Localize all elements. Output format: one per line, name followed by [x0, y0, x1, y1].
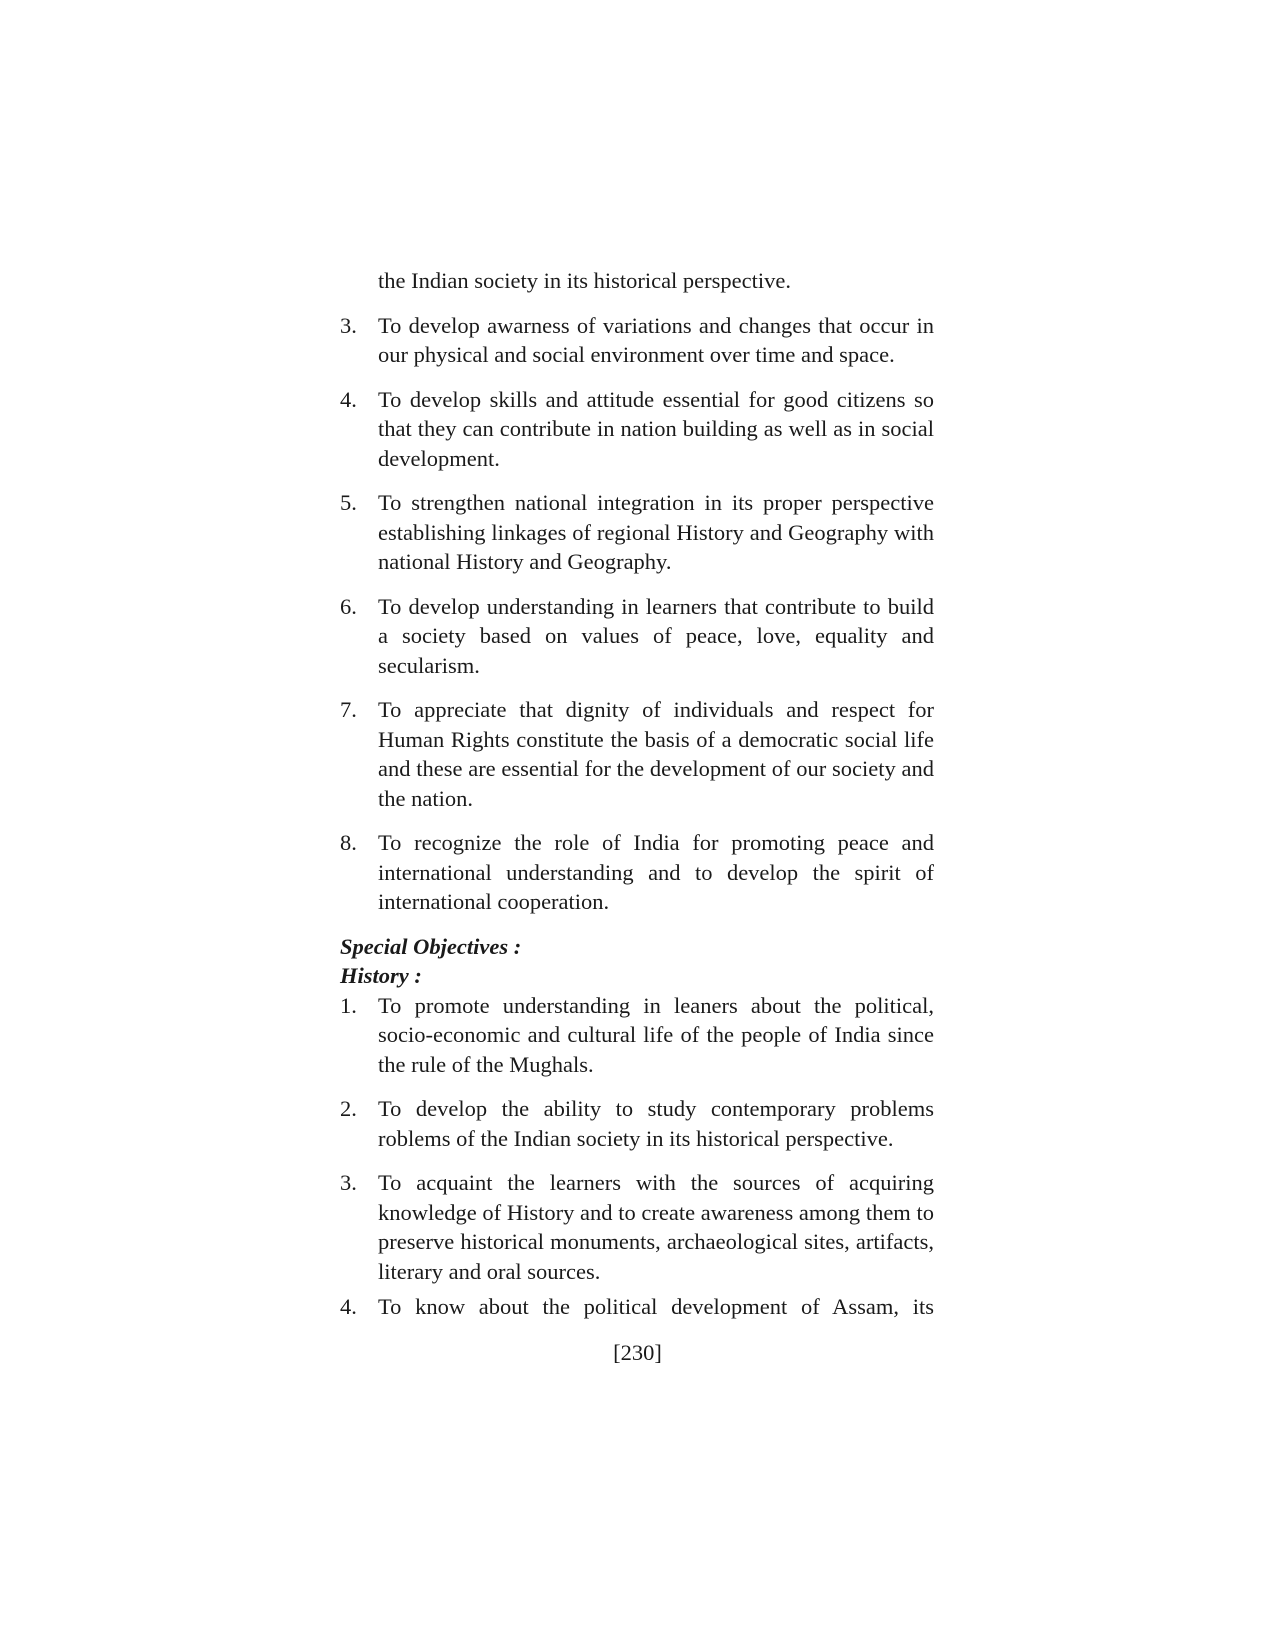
page-number: [230] [613, 1340, 662, 1365]
document-body [340, 266, 934, 1322]
history-heading: History : [340, 963, 422, 988]
item-text: To appreciate that dignity of individuals and respect for Human Rights constitute the basis of a democratic social life and these are essential for the development of our society and the nation. [378, 697, 934, 811]
history-objective-item [340, 1292, 934, 1322]
item-text: To strengthen national integration in its proper perspective establishing linkages of regional History and Geography with national History and Geography. [378, 490, 934, 574]
item-number: 3. [340, 1170, 357, 1195]
item-text: To know about the political development of Assam, its [378, 1294, 934, 1319]
item-text: To promote understanding in leaners about the political, socio-economic and cultural life of the people of India since the rule of the Mughals. [378, 992, 934, 1077]
continuation-text: the Indian society in its historical perspective. [378, 268, 792, 293]
objective-item [340, 695, 934, 813]
item-number: 3. [340, 312, 357, 338]
item-text: To recognize the role of India for promoting peace and international understanding and to develop the spirit of international cooperation. [378, 830, 934, 914]
item-number: 8. [340, 830, 357, 855]
history-objective-item [340, 1094, 934, 1153]
objective-item [340, 311, 934, 370]
item-number: 6. [340, 593, 357, 619]
item-number: 5. [340, 490, 357, 515]
special-objectives-heading: Special Objectives : [340, 933, 522, 959]
history-objective-item [340, 1168, 934, 1286]
item-text: To develop awarness of variations and changes that occur in our physical and social environment over time and space. [378, 312, 934, 367]
item-number: 4. [340, 386, 357, 412]
item-number: 4. [340, 1294, 357, 1319]
objective-item [340, 385, 934, 474]
item-text: To develop understanding in learners that contribute to build a society based on values of peace, love, equality and secularism. [378, 593, 934, 678]
item-number: 2. [340, 1096, 357, 1121]
objective-item [340, 488, 934, 577]
objective-item [340, 828, 934, 917]
item-number: 7. [340, 697, 357, 722]
item-text: To develop the ability to study contemporary problems roblems of the Indian society in its historical perspective. [378, 1096, 934, 1151]
objective-item [340, 592, 934, 681]
item-text: To develop skills and attitude essential for good citizens so that they can contribute in nation building as well as in social development. [378, 386, 934, 471]
history-objective-item [340, 991, 934, 1080]
item-text: To acquaint the learners with the sources of acquiring knowledge of History and to create awareness among them to preserve historical monuments, archaeological sites, artifacts, literary and oral sources. [378, 1170, 934, 1284]
item-number: 1. [340, 992, 357, 1018]
